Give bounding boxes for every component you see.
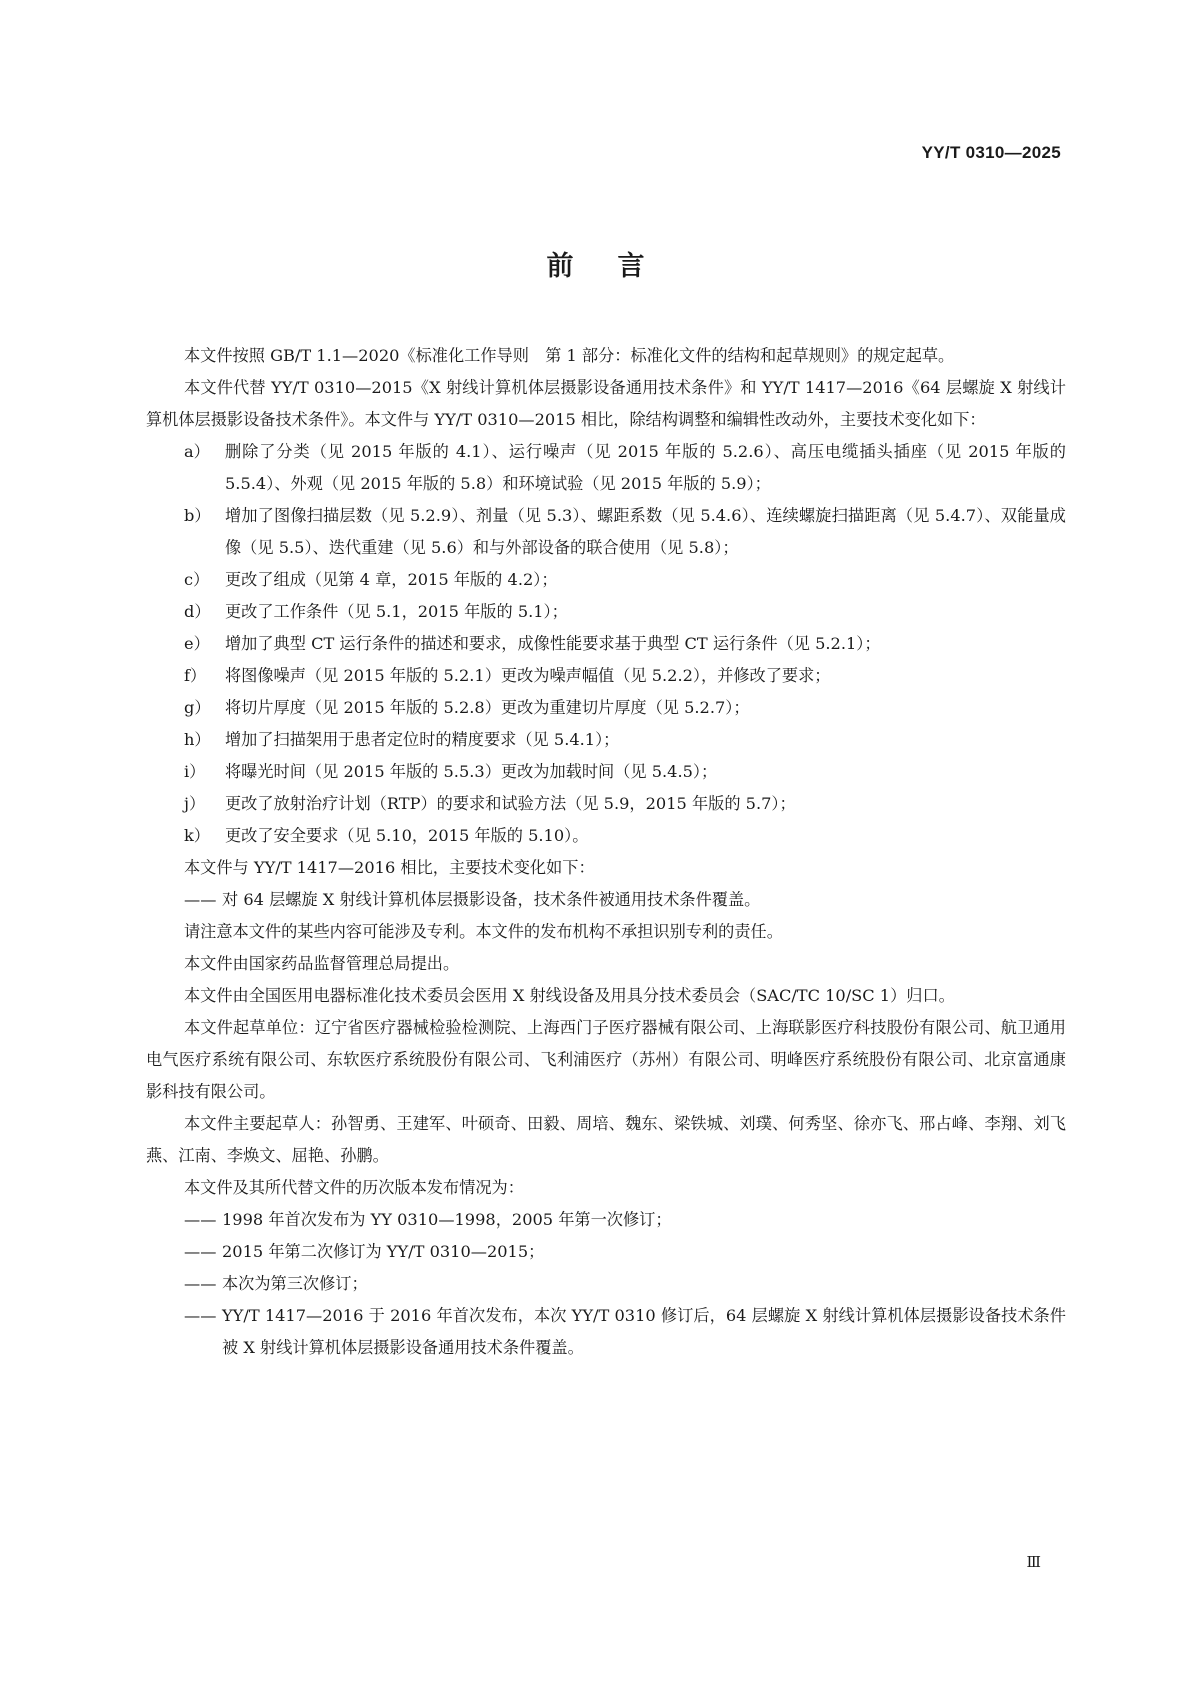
dash-item (146, 1300, 1066, 1364)
list-item-text: 更改了放射治疗计划（RTP）的要求和试验方法（见 5.9，2015 年版的 5.7）； (225, 794, 796, 813)
list-item (146, 660, 1066, 692)
paragraph-replacement: 本文件代替 YY/T 0310—2015《X 射线计算机体层摄影设备通用技术条件》和 YY/T 1417—2016《64 层螺旋 X 射线计算机体层摄影设备技术条件》。本文件与 YY/T 0310—2015 相比，除结构调整和编辑性改动外，主要技术变化如下： (146, 378, 1066, 429)
list-marker: c） (184, 570, 210, 589)
paragraph-drafters: 本文件主要起草人：孙智勇、王建军、叶硕奇、田毅、周培、魏东、梁铁城、刘璞、何秀坚、徐亦飞、邢占峰、李翔、刘飞燕、江南、李焕文、屈艳、孙鹏。 (146, 1114, 1066, 1165)
paragraph-proposer: 本文件由国家药品监督管理总局提出。 (184, 954, 460, 973)
history-list (146, 1204, 1066, 1364)
paragraph-patent-notice: 请注意本文件的某些内容可能涉及专利。本文件的发布机构不承担识别专利的责任。 (184, 922, 783, 941)
list-item-text: 更改了工作条件（见 5.1，2015 年版的 5.1）； (225, 602, 568, 621)
list-item-text: 增加了图像扫描层数（见 5.2.9）、剂量（见 5.3）、螺距系数（见 5.4.6）、连续螺旋扫描距离（见 5.4.7）、双能量成像（见 5.5）、迭代重建（见 5.6）和与外部设备的联合使用（见 5.8）； (225, 506, 1066, 557)
list-item (146, 788, 1066, 820)
list-marker: k） (184, 826, 210, 845)
paragraph-history-intro: 本文件及其所代替文件的历次版本发布情况为： (184, 1178, 524, 1197)
dash-item-text: 2015 年第二次修订为 YY/T 0310—2015； (222, 1242, 545, 1261)
list-marker: g） (184, 698, 211, 717)
list-item-text: 增加了典型 CT 运行条件的描述和要求，成像性能要求基于典型 CT 运行条件（见 5.2.1）； (225, 634, 881, 653)
page-number: Ⅲ (1026, 1553, 1041, 1571)
dash-item (146, 1204, 1066, 1236)
changes-list (146, 436, 1066, 852)
dash-item-text: 对 64 层螺旋 X 射线计算机体层摄影设备，技术条件被通用技术条件覆盖。 (222, 890, 761, 909)
dash-marker: —— (184, 1306, 217, 1325)
list-item (146, 628, 1066, 660)
standard-code: YY/T 0310—2025 (921, 143, 1061, 162)
dash-marker: —— (184, 890, 217, 909)
list-item (146, 564, 1066, 596)
list-item (146, 436, 1066, 500)
paragraph-drafting-rule: 本文件按照 GB/T 1.1—2020《标准化工作导则 第 1 部分：标准化文件的结构和起草规则》的规定起草。 (184, 346, 955, 365)
list-item-text: 增加了扫描架用于患者定位时的精度要求（见 5.4.1）； (225, 730, 620, 749)
list-item (146, 692, 1066, 724)
list-item (146, 500, 1066, 564)
list-item (146, 724, 1066, 756)
list-item-text: 更改了组成（见第 4 章，2015 年版的 4.2）； (225, 570, 558, 589)
list-marker: i） (184, 762, 206, 781)
dash-item (146, 1236, 1066, 1268)
paragraph-drafting-units: 本文件起草单位：辽宁省医疗器械检验检测院、上海西门子医疗器械有限公司、上海联影医疗科技股份有限公司、航卫通用电气医疗系统有限公司、东软医疗系统股份有限公司、飞利浦医疗（苏州）有限公司、明峰医疗系统股份有限公司、北京富通康影科技有限公司。 (146, 1018, 1066, 1101)
list-marker: e） (184, 634, 210, 653)
list-marker: h） (184, 730, 211, 749)
dash-item (146, 884, 1066, 916)
dash-item-text: 本次为第三次修订； (222, 1274, 368, 1293)
dash-item-text: 1998 年首次发布为 YY 0310—1998，2005 年第一次修订； (222, 1210, 672, 1229)
list-item (146, 596, 1066, 628)
list-marker: f） (184, 666, 207, 685)
list-marker: j） (184, 794, 206, 813)
dash-marker: —— (184, 1242, 217, 1261)
list-marker: b） (184, 506, 211, 525)
list-item (146, 756, 1066, 788)
list-item-text: 将图像噪声（见 2015 年版的 5.2.1）更改为噪声幅值（见 5.2.2），并修改了要求； (225, 666, 831, 685)
paragraph-compare-1417: 本文件与 YY/T 1417—2016 相比，主要技术变化如下： (184, 858, 595, 877)
document-body (146, 340, 1066, 1364)
list-item-text: 更改了安全要求（见 5.10，2015 年版的 5.10）。 (225, 826, 589, 845)
list-item-text: 将切片厚度（见 2015 年版的 5.2.8）更改为重建切片厚度（见 5.2.7）； (225, 698, 750, 717)
list-item-text: 将曝光时间（见 2015 年版的 5.5.3）更改为加载时间（见 5.4.5）； (225, 762, 718, 781)
dash-item (146, 1268, 1066, 1300)
list-item (146, 820, 1066, 852)
list-marker: d） (184, 602, 211, 621)
page-title: 前言 (546, 251, 689, 282)
dash-marker: —— (184, 1274, 217, 1293)
dash-item-text: YY/T 1417—2016 于 2016 年首次发布，本次 YY/T 0310 修订后，64 层螺旋 X 射线计算机体层摄影设备技术条件被 X 射线计算机体层摄影设备通用技术条件覆盖。 (222, 1306, 1066, 1357)
paragraph-committee: 本文件由全国医用电器标准化技术委员会医用 X 射线设备及用具分技术委员会（SAC/TC 10/SC 1）归口。 (184, 986, 955, 1005)
list-marker: a） (184, 442, 210, 461)
dash-marker: —— (184, 1210, 217, 1229)
list-item-text: 删除了分类（见 2015 年版的 4.1）、运行噪声（见 2015 年版的 5.2.6）、高压电缆插头插座（见 2015 年版的 5.5.4）、外观（见 2015 年版的 5.8）和环境试验（见 2015 年版的 5.9）； (225, 442, 1066, 493)
